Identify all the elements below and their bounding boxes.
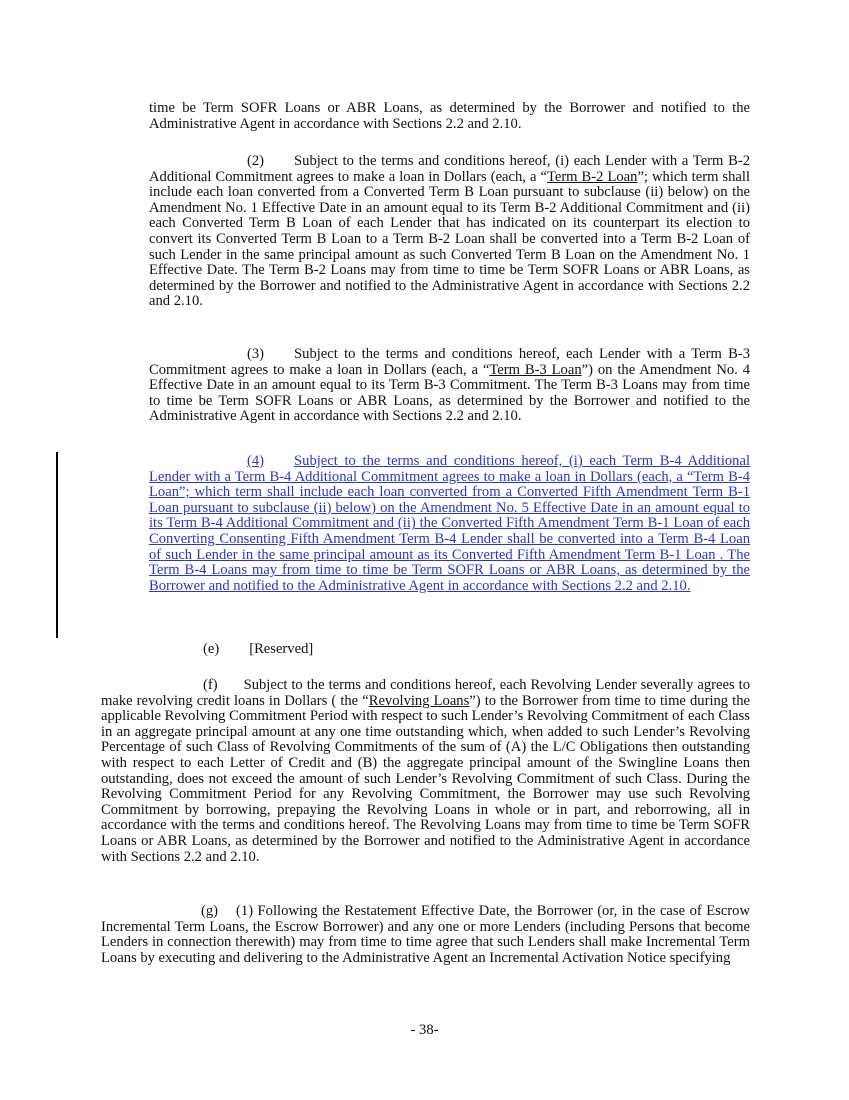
defined-term: Revolving Loans (368, 692, 470, 709)
paragraph-number: (e) (203, 641, 220, 657)
page-number: - 38- (410, 1022, 439, 1038)
defined-term: Term B-3 Loan (489, 361, 582, 378)
paragraph-f-revolving: (f) Subject to the terms and conditions hereof, each Revolving Lender severally agrees to make revolving credit loans in Dollars ( the “Revolving Loans”) to the Borrower from time to time during the applicable Revolving Commitment Period with respect to such Lender’s Revolving Commitment of each Class in an aggregate principal amount at any one time outstanding which, when added to such Lender’s Revolving Percentage of such Class of Revolving Commitments of the sum of (A) the L/C Obligations then outstanding with respect to each Letter of Credit and (B) the aggregate principal amount of the Swingline Loans then outstanding, does not exceed the amount of such Lender’s Revolving Commitment of such Class. During the Revolving Commitment Period for any Revolving Commitment, the Borrower may use such Revolving Commitment by borrowing, prepaying the Revolving Loans in whole or in part, and reborrowing, all in accordance with the terms and conditions hereof. The Revolving Loans may from time to time be Term SOFR Loans or ABR Loans, as determined by the Borrower and notified to the Administrative Agent in accordance with Sections 2.2 and 2.10. (101, 677, 750, 865)
paragraph-number: (4) (247, 453, 265, 469)
paragraph-e: (e) [Reserved] (203, 641, 314, 657)
paragraph-continuation: time be Term SOFR Loans or ABR Loans, as determined by the Borrower and notified to the Administrative Agent in accordance with Sections 2.2 and 2.10. (149, 100, 750, 132)
paragraph-number: (3) (247, 346, 265, 362)
revision-change-bar (56, 452, 58, 638)
paragraph-number: (g) (201, 903, 219, 919)
defined-term: Term B-2 Loan (546, 168, 638, 185)
paragraph-term-b4-inserted: (4) Subject to the terms and conditions hereof, (i) each Term B-4 Additional Lender with a Term B-4 Additional Commitment agrees to make a loan in Dollars (each, a “Term B-4 Loan”; which term shall include each loan converted from a Converted Fifth Amendment Term B-1 Loan pursuant to subclause (ii) below) on the Amendment No. 5 Effective Date in an amount equal to its Term B-4 Additional Commitment and (ii) the Converted Fifth Amendment Term B-1 Loan of each Converting Consenting Fifth Amendment Term B-4 Lender shall be converted into a Term B-4 Loan of such Lender in the same principal amount as its Converted Fifth Amendment Term B-1 Loan . The Term B-4 Loans may from time to time be Term SOFR Loans or ABR Loans, as determined by the Borrower and notified to the Administrative Agent in accordance with Sections 2.2 and 2.10. (149, 453, 750, 594)
paragraph-g-incremental: (g) (1) Following the Restatement Effective Date, the Borrower (or, in the case of Escrow Incremental Term Loans, the Escrow Borrower) and any one or more Lenders (including Persons that become Lenders in connection therewith) may from time to time agree that such Lenders shall make Incremental Term Loans by executing and delivering to the Administrative Agent an Incremental Activation Notice specifying (101, 903, 750, 966)
paragraph-term-b3: (3) Subject to the terms and conditions hereof, each Lender with a Term B-3 Commitment agrees to make a loan in Dollars (each, a “Term B-3 Loan”) on the Amendment No. 4 Effective Date in an amount equal to its Term B-3 Commitment. The Term B-3 Loans may from time to time be Term SOFR Loans or ABR Loans, as determined by the Borrower and notified to the Administrative Agent in accordance with Sections 2.2 and 2.10. (149, 346, 750, 425)
paragraph-number: (2) (247, 153, 265, 169)
paragraph-term-b2: (2) Subject to the terms and conditions hereof, (i) each Lender with a Term B-2 Additional Commitment agrees to make a loan in Dollars (each, a “Term B-2 Loan”; which term shall include each loan converted from a Converted Term B Loan pursuant to subclause (ii) below) on the Amendment No. 1 Effective Date in an amount equal to its Term B-2 Additional Commitment and (ii) each Converted Term B Loan of each Lender that has indicated on its counterpart its election to convert its Converted Term B Loan to a Term B-2 Loan shall be converted into a Term B-2 Loan of such Lender in the same principal amount as such Converted Term B Loan on the Amendment No. 1 Effective Date. The Term B-2 Loans may from time to time be Term SOFR Loans or ABR Loans, as determined by the Borrower and notified to the Administrative Agent in accordance with Sections 2.2 and 2.10. (149, 153, 751, 310)
paragraph-number: (f) (203, 677, 218, 693)
